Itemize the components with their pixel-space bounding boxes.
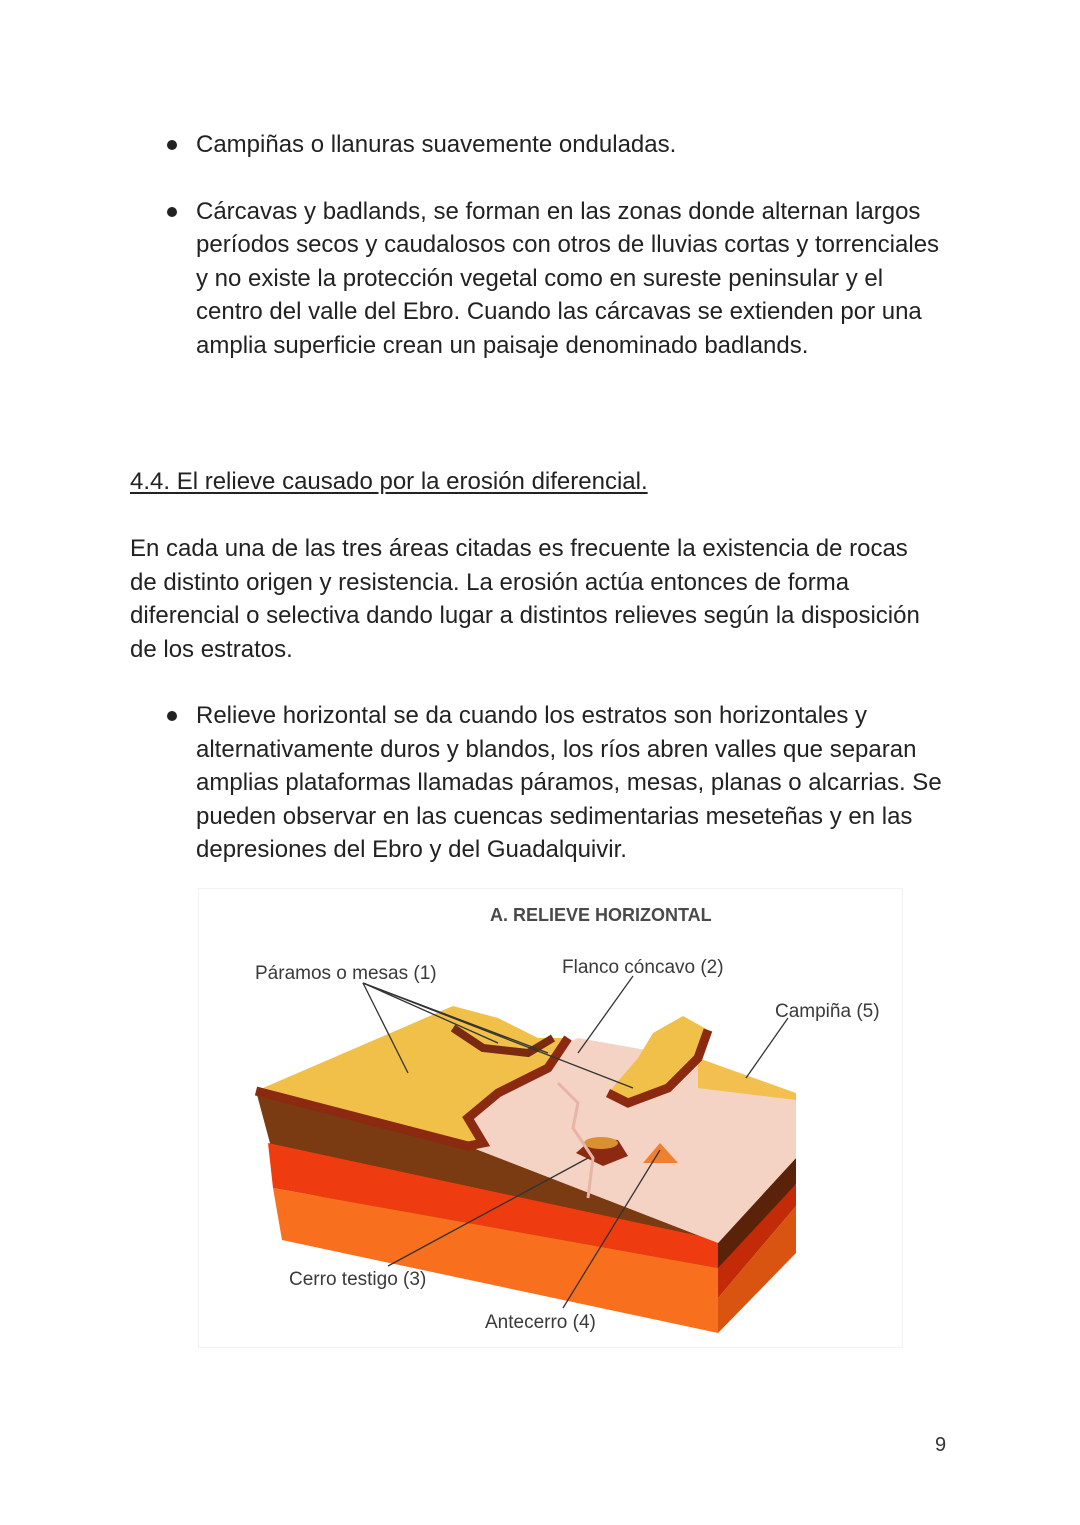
relieve-horizontal-figure: [198, 888, 903, 1348]
relieve-diagram: [198, 888, 903, 1348]
figure-title: A. RELIEVE HORIZONTAL: [490, 905, 712, 925]
label-flanco: Flanco cóncavo (2): [562, 957, 724, 978]
section-heading: 4.4. El relieve causado por la erosión diferencial.: [130, 468, 648, 495]
bullet-icon: [167, 711, 177, 721]
bullet-icon: [167, 207, 177, 217]
label-antecerro: Antecerro (4): [485, 1312, 596, 1333]
cerro-testigo-top: [584, 1137, 618, 1149]
list-item-text: Relieve horizontal se da cuando los estratos son horizontales y alternativamente duros y blandos, los ríos abren valles que separan amplias plataformas llamadas páramos, mesas, planas o alcarrias. Se pueden observar en las cuencas sedimentarias meseteñas y en las depresiones del Ebro y del Guadalquivir.: [196, 702, 942, 864]
label-paramos: Páramos o mesas (1): [255, 963, 437, 984]
section-paragraph: En cada una de las tres áreas citadas es frecuente la existencia de rocas de distinto origen y resistencia. La erosión actúa entonces de forma diferencial o selectiva dando lugar a distintos relieves según la disposición de los estratos.: [130, 535, 920, 663]
label-campina: Campiña (5): [775, 1001, 880, 1022]
bullet-list-1: [160, 128, 950, 363]
list-item: [160, 699, 950, 867]
list-item-text: Campiñas o llanuras suavemente onduladas.: [196, 131, 677, 158]
label-cerro: Cerro testigo (3): [289, 1269, 427, 1290]
list-item: [160, 128, 950, 162]
list-item-text: Cárcavas y badlands, se forman en las zonas donde alternan largos períodos secos y caudalosos con otros de lluvias cortas y torrenciales y no existe la protección vegetal como en sureste peninsular y el centro del valle del Ebro. Cuando las cárcavas se extienden por una amplia superficie crean un paisaje denominado badlands.: [196, 197, 940, 359]
list-item: [160, 195, 950, 363]
bullet-list-2: [160, 699, 950, 867]
bullet-icon: [167, 140, 177, 150]
page-number: 9: [935, 1434, 947, 1456]
